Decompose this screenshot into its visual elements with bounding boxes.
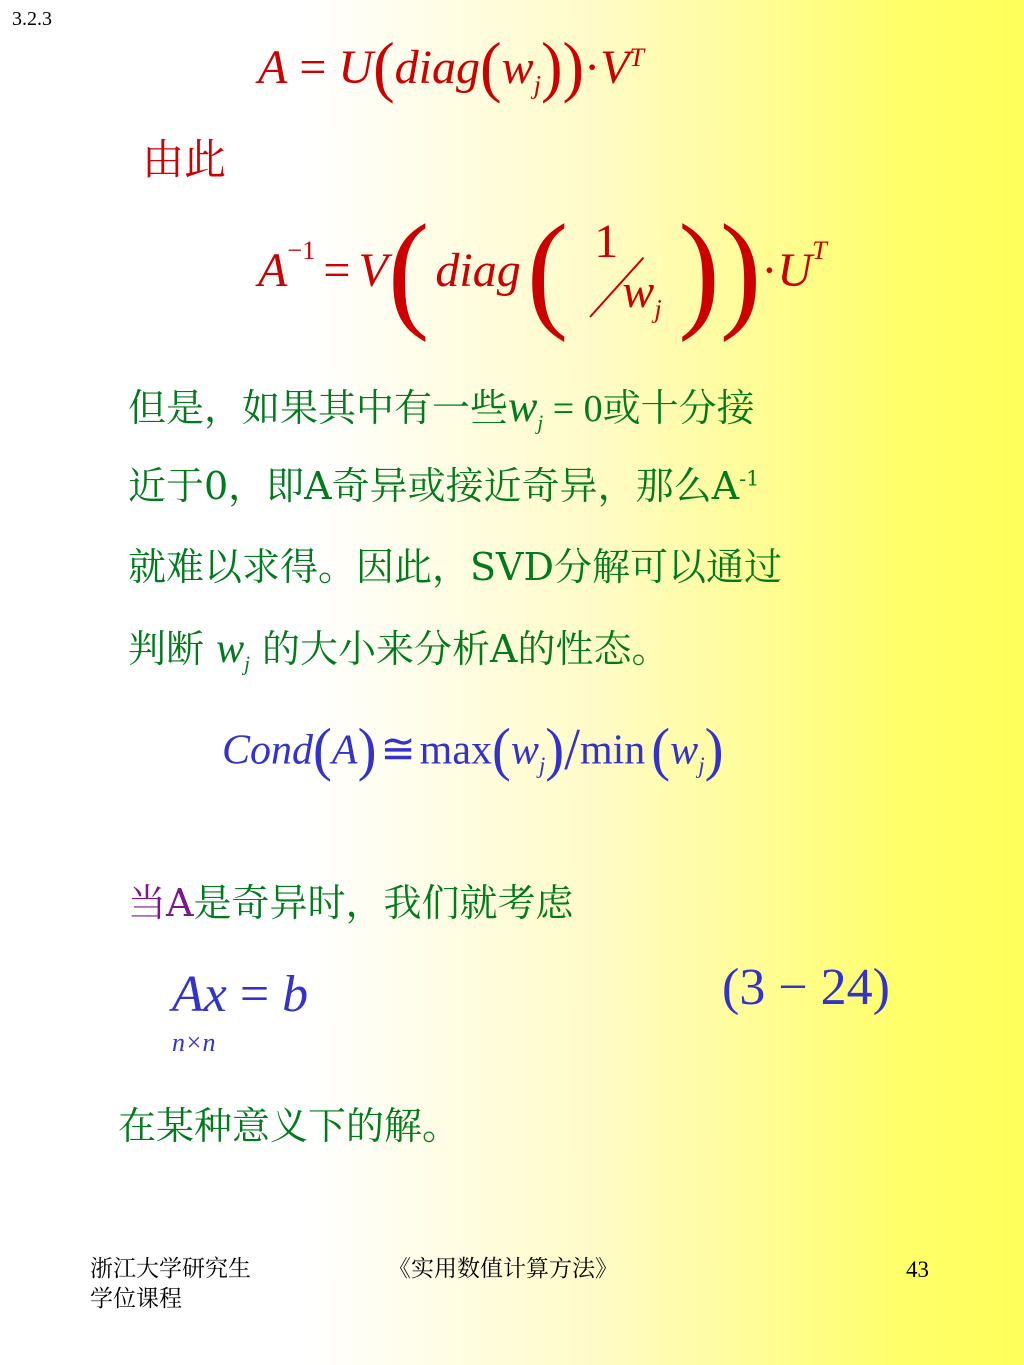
text-segment: 但是，如果其中有一些 [128,386,509,430]
ax-text: Ax [172,966,227,1023]
cond-j: j [538,751,546,778]
fraction-numerator: 1 [594,215,619,268]
paren-open: ( [313,716,332,783]
formula-dot: · [761,243,778,297]
equation-number: (3 − 24) [722,959,890,1016]
equals: = [226,966,283,1023]
cond-w: w [510,727,539,774]
footer-institution-line-2: 学位课程 [90,1285,182,1312]
paragraph-line-1 [128,382,755,435]
approx-symbol: ≅ [380,727,416,774]
cond-w: w [670,727,699,774]
text-segment: 近于0，即A奇异或接近奇异，那么A [128,464,740,508]
formula-u: U [338,40,374,94]
paren-open: ( [373,29,395,105]
linear-system-formula [172,965,308,1024]
equals-zero: = 0 [543,388,603,430]
formula-equals: = [323,243,351,297]
j-subscript: j [537,410,544,435]
w-symbol: w [508,382,538,431]
max-label: max [419,727,492,774]
paragraph-line-3: 就难以求得。因此，SVD分解可以通过 [128,545,782,589]
paren-open: ( [480,29,502,105]
formula-u: U [777,243,813,297]
formula-v: V [600,40,630,94]
b-text: b [282,966,309,1023]
paren-open: ( [526,197,569,342]
formula-a: A [258,243,288,297]
formula-diag: diag [435,243,521,297]
formula-j: j [533,69,541,100]
paren-close: ) [545,716,565,783]
slash: / [564,716,580,783]
fraction-one-over-w [568,215,678,324]
formula-t: T [629,41,645,72]
fraction-denominator: $w_j$ [622,265,662,324]
paragraph-line-2 [128,464,760,508]
formula-w: w [501,40,534,94]
singular-case-line [128,872,573,927]
formula-dot: · [584,40,601,94]
w-symbol: w [216,626,245,672]
text-segment: 当A [128,881,194,925]
cond-label: Cond [222,727,314,774]
text-segment: 或十分接 [602,386,755,430]
section-number: 3.2.3 [12,8,52,30]
youci-label: 由此 [142,135,227,184]
cond-a: A [331,727,358,774]
inverse-superscript: -1 [739,466,760,491]
matrix-size-subscript: n×n [172,1028,216,1057]
footer-institution-line-1: 浙江大学研究生 [90,1256,251,1282]
paren-open: ( [651,716,671,783]
paren-close: ) [704,716,724,783]
paren-open: ( [491,716,511,783]
solution-sense-line: 在某种意义下的解。 [118,1104,461,1148]
footer-institution [90,1255,251,1315]
formula-a: A [258,40,288,94]
paren-close: )) [540,29,585,105]
min-label: min [579,727,646,774]
svd-formula [258,30,644,105]
condition-number-formula [222,717,724,782]
text-segment: 判断 [128,627,217,671]
j-subscript: j [244,651,250,676]
footer-course-title: 《实用数值计算方法》 [388,1256,618,1282]
paren-close: )) [678,197,762,342]
formula-t: T [812,235,827,265]
formula-equals: = [299,40,327,94]
text-segment: 的大小来分析A的性态。 [249,627,670,671]
paren-close: ) [357,716,377,783]
cond-j: j [698,751,705,778]
formula-diag: diag [394,40,480,94]
text-segment: 是奇异时，我们就考虑 [193,881,574,925]
formula-minus-one: −1 [287,235,316,265]
inverse-formula [258,197,827,342]
paren-open: ( [387,197,430,342]
paragraph-line-4 [128,628,669,675]
page-number: 43 [906,1257,929,1282]
formula-v: V [358,243,388,297]
